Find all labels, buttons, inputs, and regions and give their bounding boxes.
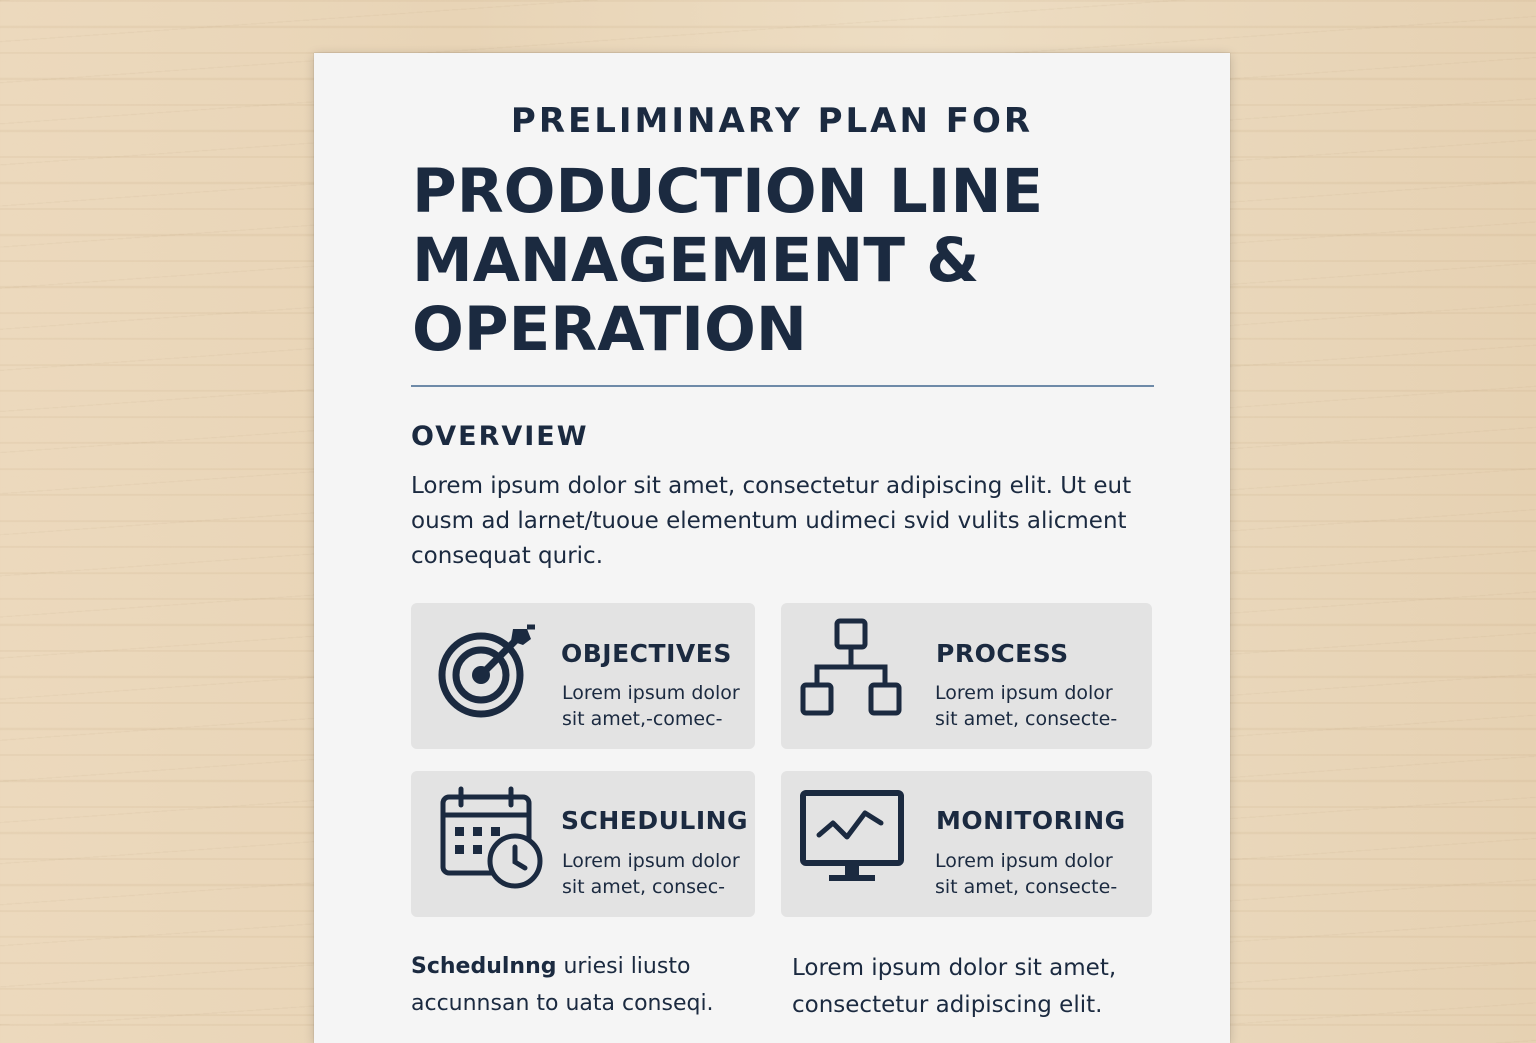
monitoring-card (781, 771, 1152, 917)
card-title: OBJECTIVES (561, 639, 732, 668)
bottom-left-line: accunnsan to uata conseqi. (411, 991, 714, 1016)
card-desc-line: Lorem ipsum dolor (935, 682, 1113, 704)
card-title: PROCESS (936, 639, 1069, 668)
calendar-clock-icon (437, 785, 547, 895)
divider (411, 385, 1154, 387)
title-line: PRODUCTION LINE (412, 156, 1044, 227)
overview-heading: OVERVIEW (411, 421, 589, 452)
bottom-left-rest: uriesi liusto (556, 954, 691, 979)
card-title: SCHEDULING (561, 806, 749, 835)
card-desc-line: sit amet,-comec- (562, 708, 723, 730)
card-desc-line: Lorem ipsum dolor (935, 850, 1113, 872)
target-icon (437, 623, 537, 723)
scheduling-card (411, 771, 755, 917)
card-description (562, 848, 740, 900)
document-page (314, 53, 1230, 1043)
bottom-left-line (411, 948, 714, 985)
flowchart-icon (799, 617, 903, 721)
bottom-right-line: consectetur adipiscing elit. (792, 992, 1103, 1018)
overview-line: consequat quric. (411, 543, 604, 569)
card-desc-line: sit amet, consec- (562, 876, 726, 898)
bottom-right-text (792, 950, 1116, 1024)
overview-line: Lorem ipsum dolor sit amet, consectetur adipiscing elit. Ut eut (411, 473, 1132, 499)
overview-line: ousm ad larnet/tuoue elementum udimeci svid vulits alicment (411, 508, 1127, 534)
document-kicker: PRELIMINARY PLAN FOR (510, 101, 1034, 141)
bottom-left-lead: Schedulnng (411, 954, 557, 979)
title-line: OPERATION (412, 294, 807, 365)
bottom-left-text (411, 948, 714, 1022)
card-description (935, 680, 1117, 732)
process-card (781, 603, 1152, 749)
document-title (412, 157, 1172, 364)
title-line: MANAGEMENT & (412, 225, 980, 296)
bottom-right-line: Lorem ipsum dolor sit amet, (792, 955, 1117, 981)
objectives-card (411, 603, 755, 749)
card-desc-line: sit amet, consecte- (935, 876, 1118, 898)
card-desc-line: Lorem ipsum dolor (562, 682, 740, 704)
card-desc-line: sit amet, consecte- (935, 708, 1118, 730)
card-desc-line: Lorem ipsum dolor (562, 850, 740, 872)
card-description (935, 848, 1117, 900)
monitor-chart-icon (799, 789, 909, 889)
card-title: MONITORING (936, 806, 1126, 835)
card-description (562, 680, 740, 732)
overview-paragraph (411, 469, 1141, 574)
